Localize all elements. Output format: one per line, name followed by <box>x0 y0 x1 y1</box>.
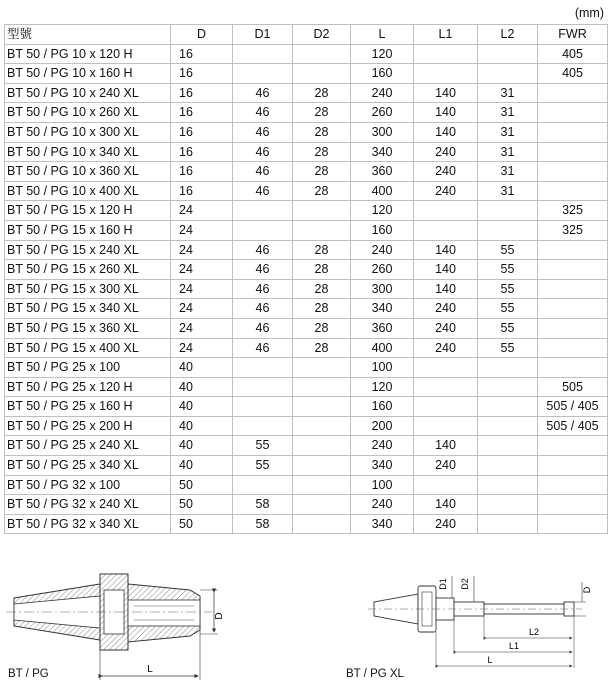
table-row <box>5 318 608 338</box>
value-cell <box>293 495 351 515</box>
value-cell: 55 <box>478 338 538 358</box>
value-cell: 24 <box>171 260 233 280</box>
value-cell: 46 <box>233 103 293 123</box>
value-cell <box>293 44 351 64</box>
value-cell: 240 <box>414 514 478 534</box>
dim-d1-label: D1 <box>438 578 448 590</box>
value-cell: 40 <box>171 397 233 417</box>
model-cell: BT 50 / PG 32 x 340 XL <box>5 514 171 534</box>
value-cell <box>233 358 293 378</box>
value-cell: 55 <box>478 279 538 299</box>
value-cell <box>293 201 351 221</box>
value-cell: 340 <box>351 456 414 476</box>
table-row <box>5 279 608 299</box>
value-cell: 28 <box>293 318 351 338</box>
model-cell: BT 50 / PG 15 x 400 XL <box>5 338 171 358</box>
value-cell: 31 <box>478 103 538 123</box>
value-cell: 28 <box>293 240 351 260</box>
value-cell: 400 <box>351 181 414 201</box>
model-cell: BT 50 / PG 15 x 260 XL <box>5 260 171 280</box>
value-cell: 240 <box>414 318 478 338</box>
value-cell <box>414 201 478 221</box>
value-cell: 160 <box>351 397 414 417</box>
table-row <box>5 240 608 260</box>
value-cell <box>478 475 538 495</box>
value-cell: 240 <box>414 299 478 319</box>
value-cell: 46 <box>233 338 293 358</box>
value-cell <box>538 260 608 280</box>
value-cell <box>538 358 608 378</box>
value-cell: 200 <box>351 416 414 436</box>
model-cell: BT 50 / PG 32 x 240 XL <box>5 495 171 515</box>
model-cell: BT 50 / PG 10 x 120 H <box>5 44 171 64</box>
model-cell: BT 50 / PG 25 x 200 H <box>5 416 171 436</box>
model-cell: BT 50 / PG 32 x 100 <box>5 475 171 495</box>
value-cell: 28 <box>293 103 351 123</box>
value-cell <box>293 436 351 456</box>
table-row <box>5 299 608 319</box>
value-cell: 40 <box>171 456 233 476</box>
value-cell: 140 <box>414 279 478 299</box>
model-cell: BT 50 / PG 15 x 160 H <box>5 220 171 240</box>
table-row <box>5 338 608 358</box>
value-cell <box>233 44 293 64</box>
table-row <box>5 142 608 162</box>
value-cell: 50 <box>171 475 233 495</box>
value-cell <box>414 44 478 64</box>
value-cell <box>478 201 538 221</box>
value-cell <box>233 416 293 436</box>
column-header: D1 <box>233 25 293 45</box>
column-header: D <box>171 25 233 45</box>
table-row <box>5 397 608 417</box>
value-cell: 260 <box>351 260 414 280</box>
value-cell: 28 <box>293 279 351 299</box>
column-header: L2 <box>478 25 538 45</box>
value-cell: 140 <box>414 103 478 123</box>
table-row <box>5 475 608 495</box>
value-cell <box>293 358 351 378</box>
caption-bt-pg: BT / PG <box>8 668 49 680</box>
value-cell: 240 <box>414 181 478 201</box>
value-cell <box>233 201 293 221</box>
model-cell: BT 50 / PG 25 x 340 XL <box>5 456 171 476</box>
value-cell <box>478 495 538 515</box>
table-row <box>5 220 608 240</box>
value-cell: 360 <box>351 162 414 182</box>
value-cell: 46 <box>233 122 293 142</box>
value-cell: 46 <box>233 83 293 103</box>
value-cell: 300 <box>351 122 414 142</box>
value-cell <box>293 514 351 534</box>
value-cell: 58 <box>233 495 293 515</box>
table-row <box>5 514 608 534</box>
value-cell: 46 <box>233 279 293 299</box>
model-cell: BT 50 / PG 15 x 120 H <box>5 201 171 221</box>
value-cell: 46 <box>233 318 293 338</box>
value-cell: 24 <box>171 318 233 338</box>
value-cell: 325 <box>538 201 608 221</box>
value-cell <box>478 220 538 240</box>
value-cell <box>478 64 538 84</box>
value-cell: 400 <box>351 338 414 358</box>
value-cell: 28 <box>293 299 351 319</box>
value-cell: 340 <box>351 299 414 319</box>
model-cell: BT 50 / PG 10 x 260 XL <box>5 103 171 123</box>
value-cell: 140 <box>414 495 478 515</box>
value-cell <box>233 220 293 240</box>
value-cell <box>538 181 608 201</box>
value-cell <box>414 358 478 378</box>
value-cell: 240 <box>414 142 478 162</box>
value-cell: 55 <box>233 436 293 456</box>
value-cell: 405 <box>538 64 608 84</box>
table-body <box>5 44 608 534</box>
value-cell <box>478 456 538 476</box>
value-cell: 140 <box>414 83 478 103</box>
value-cell <box>478 416 538 436</box>
value-cell: 24 <box>171 279 233 299</box>
value-cell <box>233 475 293 495</box>
column-header: FWR <box>538 25 608 45</box>
model-cell: BT 50 / PG 10 x 300 XL <box>5 122 171 142</box>
value-cell <box>538 103 608 123</box>
value-cell: 505 / 405 <box>538 416 608 436</box>
column-header: L <box>351 25 414 45</box>
value-cell: 55 <box>478 260 538 280</box>
table-row <box>5 83 608 103</box>
model-cell: BT 50 / PG 25 x 120 H <box>5 377 171 397</box>
table-row <box>5 103 608 123</box>
value-cell <box>538 318 608 338</box>
value-cell: 16 <box>171 122 233 142</box>
model-cell: BT 50 / PG 10 x 360 XL <box>5 162 171 182</box>
value-cell <box>478 377 538 397</box>
column-header: 型號 <box>5 25 171 45</box>
table-row <box>5 358 608 378</box>
value-cell: 50 <box>171 495 233 515</box>
value-cell <box>538 338 608 358</box>
value-cell: 140 <box>414 436 478 456</box>
table-row <box>5 377 608 397</box>
value-cell: 24 <box>171 338 233 358</box>
value-cell: 46 <box>233 181 293 201</box>
value-cell <box>478 436 538 456</box>
value-cell <box>538 122 608 142</box>
value-cell <box>538 299 608 319</box>
value-cell <box>414 220 478 240</box>
table-row <box>5 64 608 84</box>
value-cell: 120 <box>351 201 414 221</box>
value-cell: 340 <box>351 142 414 162</box>
value-cell: 24 <box>171 299 233 319</box>
model-cell: BT 50 / PG 25 x 240 XL <box>5 436 171 456</box>
table-row <box>5 495 608 515</box>
table-row <box>5 456 608 476</box>
value-cell: 24 <box>171 240 233 260</box>
value-cell: 360 <box>351 318 414 338</box>
caption-bt-pg-xl: BT / PG XL <box>346 668 404 680</box>
model-cell: BT 50 / PG 15 x 300 XL <box>5 279 171 299</box>
value-cell <box>414 64 478 84</box>
value-cell: 120 <box>351 44 414 64</box>
model-cell: BT 50 / PG 10 x 240 XL <box>5 83 171 103</box>
value-cell <box>538 162 608 182</box>
value-cell: 46 <box>233 162 293 182</box>
table-row <box>5 44 608 64</box>
value-cell: 120 <box>351 377 414 397</box>
value-cell <box>538 142 608 162</box>
value-cell: 240 <box>414 162 478 182</box>
model-cell: BT 50 / PG 10 x 340 XL <box>5 142 171 162</box>
value-cell: 16 <box>171 103 233 123</box>
table-row <box>5 162 608 182</box>
model-cell: BT 50 / PG 10 x 400 XL <box>5 181 171 201</box>
unit-label: (mm) <box>574 6 604 20</box>
value-cell: 140 <box>414 122 478 142</box>
value-cell <box>414 416 478 436</box>
dim-l-label-xl: L <box>487 655 493 665</box>
column-header: L1 <box>414 25 478 45</box>
drawing-bt-pg-xl <box>366 572 610 682</box>
value-cell: 16 <box>171 181 233 201</box>
value-cell <box>538 436 608 456</box>
model-cell: BT 50 / PG 25 x 100 <box>5 358 171 378</box>
value-cell: 50 <box>171 514 233 534</box>
value-cell: 24 <box>171 220 233 240</box>
model-cell: BT 50 / PG 10 x 160 H <box>5 64 171 84</box>
value-cell: 240 <box>414 338 478 358</box>
table-row <box>5 416 608 436</box>
value-cell <box>293 416 351 436</box>
table-row <box>5 201 608 221</box>
value-cell: 31 <box>478 122 538 142</box>
value-cell: 46 <box>233 240 293 260</box>
value-cell: 28 <box>293 83 351 103</box>
value-cell <box>414 475 478 495</box>
value-cell <box>293 64 351 84</box>
value-cell: 505 <box>538 377 608 397</box>
value-cell: 31 <box>478 162 538 182</box>
value-cell <box>414 377 478 397</box>
table-row <box>5 260 608 280</box>
value-cell: 55 <box>233 456 293 476</box>
value-cell <box>478 514 538 534</box>
value-cell: 28 <box>293 181 351 201</box>
value-cell: 24 <box>171 201 233 221</box>
value-cell <box>538 475 608 495</box>
value-cell: 140 <box>414 260 478 280</box>
dim-d-label: D <box>214 612 225 620</box>
value-cell: 505 / 405 <box>538 397 608 417</box>
value-cell: 31 <box>478 83 538 103</box>
value-cell: 340 <box>351 514 414 534</box>
value-cell: 31 <box>478 181 538 201</box>
value-cell: 40 <box>171 436 233 456</box>
value-cell: 325 <box>538 220 608 240</box>
value-cell: 16 <box>171 64 233 84</box>
model-cell: BT 50 / PG 15 x 360 XL <box>5 318 171 338</box>
value-cell: 28 <box>293 338 351 358</box>
value-cell: 240 <box>351 83 414 103</box>
value-cell: 16 <box>171 44 233 64</box>
value-cell: 40 <box>171 377 233 397</box>
model-cell: BT 50 / PG 15 x 340 XL <box>5 299 171 319</box>
value-cell: 16 <box>171 83 233 103</box>
value-cell <box>538 456 608 476</box>
value-cell <box>538 279 608 299</box>
table-row <box>5 436 608 456</box>
value-cell <box>233 64 293 84</box>
value-cell: 16 <box>171 142 233 162</box>
value-cell: 46 <box>233 299 293 319</box>
value-cell: 100 <box>351 475 414 495</box>
value-cell: 100 <box>351 358 414 378</box>
value-cell: 40 <box>171 416 233 436</box>
value-cell <box>538 83 608 103</box>
value-cell: 160 <box>351 220 414 240</box>
value-cell: 405 <box>538 44 608 64</box>
value-cell: 240 <box>351 436 414 456</box>
value-cell: 31 <box>478 142 538 162</box>
value-cell <box>293 397 351 417</box>
value-cell: 55 <box>478 318 538 338</box>
value-cell: 55 <box>478 299 538 319</box>
value-cell <box>293 220 351 240</box>
column-header: D2 <box>293 25 351 45</box>
value-cell: 46 <box>233 260 293 280</box>
value-cell <box>538 495 608 515</box>
model-cell: BT 50 / PG 15 x 240 XL <box>5 240 171 260</box>
value-cell: 300 <box>351 279 414 299</box>
value-cell <box>293 456 351 476</box>
value-cell <box>478 44 538 64</box>
value-cell: 140 <box>414 240 478 260</box>
value-cell: 240 <box>414 456 478 476</box>
dim-d-label-xl: D <box>582 586 592 594</box>
spec-table <box>4 24 608 534</box>
table-row <box>5 181 608 201</box>
dim-l2-label: L2 <box>528 627 540 637</box>
table-row <box>5 122 608 142</box>
value-cell: 28 <box>293 162 351 182</box>
value-cell <box>414 397 478 417</box>
model-cell: BT 50 / PG 25 x 160 H <box>5 397 171 417</box>
dim-d2-label: D2 <box>460 578 470 590</box>
dim-l1-label: L1 <box>508 641 520 651</box>
value-cell <box>538 514 608 534</box>
header-row <box>5 25 608 45</box>
value-cell: 160 <box>351 64 414 84</box>
value-cell <box>233 377 293 397</box>
value-cell: 260 <box>351 103 414 123</box>
value-cell: 58 <box>233 514 293 534</box>
value-cell: 240 <box>351 240 414 260</box>
value-cell: 16 <box>171 162 233 182</box>
value-cell <box>478 358 538 378</box>
value-cell <box>293 475 351 495</box>
value-cell: 40 <box>171 358 233 378</box>
value-cell: 46 <box>233 142 293 162</box>
value-cell: 28 <box>293 122 351 142</box>
value-cell: 240 <box>351 495 414 515</box>
value-cell: 28 <box>293 260 351 280</box>
value-cell: 55 <box>478 240 538 260</box>
value-cell: 28 <box>293 142 351 162</box>
value-cell <box>293 377 351 397</box>
value-cell <box>478 397 538 417</box>
value-cell <box>538 240 608 260</box>
dim-l-label: L <box>147 664 153 675</box>
value-cell <box>233 397 293 417</box>
